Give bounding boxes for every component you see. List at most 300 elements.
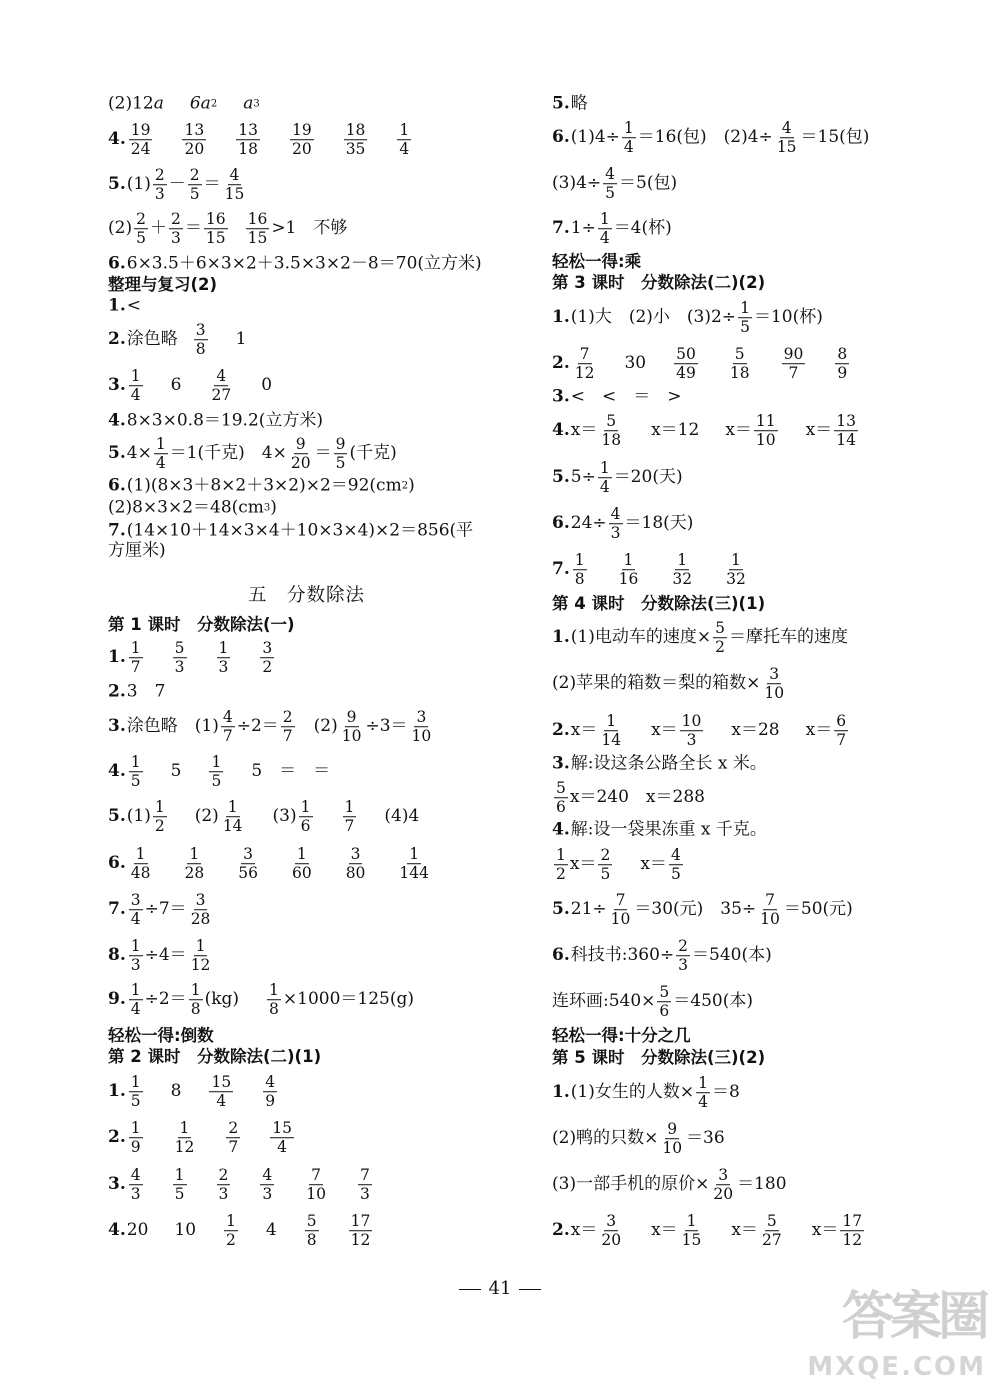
fraction xyxy=(599,1213,623,1249)
lesson-heading: 第 2 课时 分数除法(二)(1) xyxy=(108,1046,322,1066)
numerator: 1 xyxy=(174,1166,185,1185)
denominator: 6 xyxy=(300,817,311,836)
answer-line xyxy=(108,410,324,431)
item-number: 4. xyxy=(108,1220,126,1241)
numerator: 16 xyxy=(205,210,226,229)
numerator: 6 xyxy=(836,712,847,731)
item-number: 9. xyxy=(108,989,126,1010)
item-number: 1. xyxy=(552,307,570,328)
denominator: 2 xyxy=(226,1231,236,1250)
fraction xyxy=(334,436,348,472)
denominator: 4 xyxy=(623,138,634,157)
answer-line xyxy=(108,982,414,1018)
fraction xyxy=(129,892,143,928)
fraction xyxy=(129,846,153,882)
numerator: 17 xyxy=(350,1212,371,1231)
answer-line xyxy=(552,1121,725,1157)
numerator: 13 xyxy=(836,412,856,431)
answer-line xyxy=(108,640,276,676)
numerator: 50 xyxy=(676,345,696,364)
numerator: 3 xyxy=(243,845,254,864)
text: ＝摩托车的速度 xyxy=(728,627,848,648)
text: 涂色略 xyxy=(126,329,178,350)
fraction xyxy=(349,1213,373,1249)
item-number: 2. xyxy=(108,681,126,702)
denominator: 4 xyxy=(155,454,166,473)
text: 解:设一袋果冻重 x 千克。 xyxy=(570,819,767,840)
fraction xyxy=(397,122,411,158)
numerator: 5 xyxy=(556,779,566,798)
denominator: 5 xyxy=(130,1092,141,1111)
text: ＝450(本) xyxy=(673,991,754,1012)
watermark-logo xyxy=(807,1268,992,1388)
numerator: 1 xyxy=(409,845,420,864)
text: ＝20(天) xyxy=(613,467,683,488)
item-number: 5. xyxy=(552,93,570,114)
numerator: 2 xyxy=(282,708,293,727)
item-number: 5. xyxy=(552,899,570,920)
answer-line xyxy=(108,938,214,974)
text: 0 xyxy=(261,375,273,396)
text: 21÷ xyxy=(570,899,607,920)
denominator: 3 xyxy=(686,731,697,750)
denominator: 14 xyxy=(601,731,622,750)
denominator: 7 xyxy=(836,731,847,750)
text: (1) xyxy=(126,806,151,827)
fraction xyxy=(281,709,295,745)
denominator: 4 xyxy=(277,1138,288,1157)
text: ＝50(元) xyxy=(783,899,853,920)
denominator: 3 xyxy=(218,658,229,677)
fraction xyxy=(209,368,233,404)
fraction xyxy=(622,120,636,156)
denominator: 4 xyxy=(130,910,141,929)
fraction xyxy=(217,1167,231,1203)
text: (2) xyxy=(296,716,338,737)
denominator: 12 xyxy=(190,956,211,975)
denominator: 5 xyxy=(600,865,611,884)
numerator: 1 xyxy=(606,712,617,731)
fraction xyxy=(182,846,206,882)
denominator: 28 xyxy=(190,910,211,929)
denominator: 12 xyxy=(842,1231,863,1250)
denominator: 6 xyxy=(659,1002,670,1021)
numerator: 2 xyxy=(170,210,181,229)
text: (3)一部手机的原价× xyxy=(552,1174,710,1195)
fraction xyxy=(182,122,206,158)
fraction xyxy=(263,1074,277,1110)
answer-line xyxy=(552,753,767,774)
lesson-heading: 第 4 课时 分数除法(三)(1) xyxy=(552,593,766,613)
denominator: 12 xyxy=(574,364,595,383)
numerator: 1 xyxy=(130,981,141,1000)
fraction xyxy=(754,413,778,449)
text: (kg) xyxy=(204,989,240,1010)
item-number: 7. xyxy=(108,899,126,920)
text: x＝ xyxy=(725,420,752,441)
fraction xyxy=(236,846,260,882)
text: ÷3＝ xyxy=(365,716,408,737)
fraction xyxy=(209,754,223,790)
answer-line xyxy=(108,497,277,518)
text: (2) xyxy=(194,806,219,827)
text: x＝ xyxy=(570,720,598,741)
dash-right xyxy=(519,1289,541,1290)
numerator: 9 xyxy=(667,1120,678,1139)
fraction xyxy=(289,436,313,472)
item-number: 6. xyxy=(552,513,570,534)
numerator: 3 xyxy=(718,1166,729,1185)
denominator: 2 xyxy=(556,865,566,884)
item-number: 2. xyxy=(552,353,570,374)
denominator: 7 xyxy=(282,727,293,746)
fraction xyxy=(760,1213,784,1249)
denominator: 3 xyxy=(154,185,165,204)
section-heading: 整理与复习(2) xyxy=(108,274,218,294)
numerator: 7 xyxy=(579,345,590,364)
denominator: 6 xyxy=(556,798,566,817)
denominator: 10 xyxy=(610,910,631,929)
denominator: 2 xyxy=(715,638,725,657)
answer-line xyxy=(108,274,218,294)
numerator: 13 xyxy=(238,121,258,140)
text: ＝30(元) 35÷ xyxy=(634,899,757,920)
fraction xyxy=(129,982,143,1018)
fraction xyxy=(711,1167,735,1203)
fraction xyxy=(728,346,752,382)
denominator: 5 xyxy=(189,185,200,204)
denominator: 10 xyxy=(755,431,776,450)
lesson-heading: 第 5 课时 分数除法(三)(2) xyxy=(552,1047,766,1067)
answer-line xyxy=(552,847,685,883)
text: ＝8 xyxy=(711,1082,740,1103)
fraction xyxy=(598,211,612,247)
numerator: 1 xyxy=(130,1119,141,1138)
numerator: 8 xyxy=(837,345,848,364)
text: ＝16(包) (2)4÷ xyxy=(637,127,773,148)
text: a xyxy=(243,93,254,114)
text: 略 xyxy=(570,93,588,114)
fraction xyxy=(267,982,281,1018)
denominator: 18 xyxy=(729,364,750,383)
denominator: 10 xyxy=(411,727,432,746)
exponent: 3 xyxy=(253,98,260,109)
fraction xyxy=(290,122,314,158)
fraction xyxy=(344,846,368,882)
text: x＝ xyxy=(651,1220,678,1241)
numerator: 9 xyxy=(295,435,306,454)
text: ÷4＝ xyxy=(144,945,187,966)
numerator: 17 xyxy=(842,1212,863,1231)
answer-line xyxy=(552,413,860,449)
answer-line xyxy=(108,475,415,496)
fraction xyxy=(221,799,245,835)
denominator: 28 xyxy=(184,864,205,883)
text: 3 7 xyxy=(126,681,166,702)
answer-line xyxy=(552,1213,866,1249)
item-number: 3. xyxy=(108,716,126,737)
fraction xyxy=(840,1213,864,1249)
item-number: 6. xyxy=(552,127,570,148)
answer-line xyxy=(552,666,788,702)
denominator: 32 xyxy=(726,570,746,589)
numerator: 5 xyxy=(766,1212,777,1231)
item-number: 5. xyxy=(108,174,126,195)
fraction xyxy=(554,847,568,883)
text: x＝ xyxy=(651,720,678,741)
text: x＝ xyxy=(570,420,598,441)
fraction xyxy=(676,938,690,974)
fraction xyxy=(738,300,752,336)
fraction xyxy=(657,984,671,1020)
text: (千克) xyxy=(349,443,397,464)
numerator: 13 xyxy=(184,121,205,140)
denominator: 5 xyxy=(740,318,750,337)
denominator: 10 xyxy=(341,727,362,746)
tip-heading: 轻松一得:十分之几 xyxy=(552,1025,691,1045)
fraction xyxy=(609,506,623,542)
numerator: 5 xyxy=(715,619,725,638)
numerator: 1 xyxy=(300,798,311,817)
text: 10 xyxy=(174,1220,197,1241)
text: (2)8×3×2＝48(cm xyxy=(108,497,264,518)
numerator: 4 xyxy=(605,165,616,184)
numerator: 1 xyxy=(269,981,279,1000)
fraction xyxy=(598,460,612,496)
answer-line xyxy=(108,1046,322,1066)
fraction xyxy=(775,120,799,156)
text: x＝ xyxy=(569,854,597,875)
numerator: 7 xyxy=(765,891,775,910)
text: (1) xyxy=(126,174,151,195)
numerator: 2 xyxy=(228,1119,239,1138)
fraction xyxy=(173,640,187,676)
numerator: 7 xyxy=(311,1166,322,1185)
denominator: 12 xyxy=(174,1138,195,1157)
denominator: 8 xyxy=(574,570,585,589)
fraction xyxy=(674,346,698,382)
numerator: 1 xyxy=(135,845,146,864)
answer-line xyxy=(108,540,166,561)
fraction xyxy=(260,1167,274,1203)
fraction xyxy=(129,1120,143,1156)
text: x＝ xyxy=(570,1220,598,1241)
denominator: 4 xyxy=(698,1093,708,1112)
numerator: 1 xyxy=(698,1074,708,1093)
text: ×1000＝125(g) xyxy=(282,989,414,1010)
numerator: 1 xyxy=(731,551,741,570)
fraction xyxy=(194,322,208,358)
item-number: 7. xyxy=(552,559,570,580)
lesson-heading: 第 3 课时 分数除法(二)(2) xyxy=(552,272,766,292)
text: 4× xyxy=(126,443,152,464)
numerator: 7 xyxy=(615,891,626,910)
text: x＝12 xyxy=(651,420,700,441)
fraction xyxy=(209,1074,233,1110)
denominator: 18 xyxy=(238,140,258,159)
item-number: 6. xyxy=(108,475,126,496)
denominator: 7 xyxy=(222,727,233,746)
denominator: 4 xyxy=(130,1000,141,1019)
denominator: 5 xyxy=(174,1185,185,1204)
numerator: 5 xyxy=(306,1212,317,1231)
denominator: 5 xyxy=(130,772,141,791)
chapter-title: 五 分数除法 xyxy=(248,584,366,606)
text: ) xyxy=(408,475,415,496)
text: ＋ xyxy=(149,218,167,239)
text: (1)4÷ xyxy=(570,127,620,148)
fraction xyxy=(260,640,274,676)
fraction xyxy=(129,368,143,404)
item-number: 1. xyxy=(552,1082,570,1103)
item-number: 1. xyxy=(552,627,570,648)
answer-line xyxy=(552,506,693,542)
numerator: 1 xyxy=(190,981,201,1000)
denominator: 9 xyxy=(130,1138,141,1157)
text: >1 不够 xyxy=(271,218,348,239)
numerator: 1 xyxy=(211,753,222,772)
answer-line xyxy=(108,436,397,472)
item-number: 4. xyxy=(552,819,570,840)
fraction xyxy=(680,713,704,749)
lesson-heading: 第 1 课时 分数除法(一) xyxy=(108,614,295,634)
text: 8×3×0.8＝19.2(立方米) xyxy=(126,410,324,431)
text: (1)大 (2)小 (3)2÷ xyxy=(570,307,737,328)
denominator: 4 xyxy=(216,1092,227,1111)
answer-line xyxy=(552,713,850,749)
text: ＝36 xyxy=(686,1128,725,1149)
denominator: 8 xyxy=(195,340,206,359)
denominator: 80 xyxy=(345,864,366,883)
denominator: 4 xyxy=(130,386,141,405)
numerator: 3 xyxy=(195,891,206,910)
numerator: 1 xyxy=(574,551,585,570)
numerator: 2 xyxy=(600,846,611,865)
numerator: 3 xyxy=(262,639,273,658)
denominator: 3 xyxy=(130,956,141,975)
answer-line xyxy=(552,780,705,816)
denominator: 8 xyxy=(190,1000,201,1019)
text: 6×3.5＋6×3×2＋3.5×3×2－8＝70(立方米) xyxy=(126,253,482,274)
denominator: 32 xyxy=(672,570,693,589)
answer-line xyxy=(552,166,677,202)
text: 20 xyxy=(126,1220,149,1241)
text: ＝ xyxy=(314,443,332,464)
numerator: 1 xyxy=(189,845,200,864)
answer-line xyxy=(552,251,642,271)
text: 1 xyxy=(235,329,247,350)
fraction xyxy=(129,938,143,974)
denominator: 7 xyxy=(228,1138,239,1157)
denominator: 7 xyxy=(344,817,355,836)
fraction xyxy=(246,211,270,247)
text: (2)苹果的箱数＝梨的箱数× xyxy=(552,673,761,694)
numerator: 4 xyxy=(610,505,621,524)
watermark-top: 答案圈 xyxy=(841,1287,986,1347)
numerator: 1 xyxy=(599,210,610,229)
denominator: 15 xyxy=(205,229,226,248)
text: 4 xyxy=(265,1220,277,1241)
numerator: 1 xyxy=(623,119,634,138)
fraction xyxy=(680,1213,704,1249)
numerator: 7 xyxy=(359,1166,370,1185)
fraction xyxy=(344,122,368,158)
fraction xyxy=(153,167,167,203)
item-number: 3. xyxy=(108,375,126,396)
answer-line xyxy=(108,614,295,634)
item-number: 7. xyxy=(552,218,570,239)
numerator: 4 xyxy=(262,1166,273,1185)
text: 8 xyxy=(170,1081,182,1102)
fraction xyxy=(660,1121,684,1157)
numerator: 5 xyxy=(659,983,670,1002)
fraction xyxy=(129,640,143,676)
item-number: 4. xyxy=(108,761,126,782)
text: ÷7＝ xyxy=(144,899,187,920)
denominator: 14 xyxy=(222,817,243,836)
numerator: 10 xyxy=(681,712,702,731)
text: 连环画:540× xyxy=(552,991,656,1012)
item-number: 8. xyxy=(108,945,126,966)
text: ＝5(包) xyxy=(619,173,678,194)
fraction xyxy=(834,413,858,449)
fraction xyxy=(835,346,849,382)
numerator: 1 xyxy=(399,121,410,140)
denominator: 2 xyxy=(262,658,273,677)
denominator: 27 xyxy=(762,1231,782,1250)
text: (3) xyxy=(272,806,297,827)
text: x＝240 x＝288 xyxy=(569,787,705,808)
tip-heading: 轻松一得:倒数 xyxy=(108,1025,214,1045)
numerator: 1 xyxy=(155,435,166,454)
denominator: 7 xyxy=(130,658,141,677)
item-number: 1. xyxy=(108,295,126,316)
fraction xyxy=(603,166,617,202)
answer-line xyxy=(108,167,248,203)
denominator: 2 xyxy=(154,817,165,836)
answer-line xyxy=(108,368,272,404)
denominator: 3 xyxy=(610,524,621,543)
answer-line xyxy=(552,984,753,1020)
watermark-bottom: MXQE.COM xyxy=(807,1352,986,1382)
numerator: 2 xyxy=(218,1166,229,1185)
item-number: 1. xyxy=(108,647,126,668)
numerator: 4 xyxy=(222,708,233,727)
numerator: 15 xyxy=(211,1073,232,1092)
answer-line xyxy=(108,799,419,835)
fraction xyxy=(573,346,597,382)
exponent: 3 xyxy=(263,502,271,513)
denominator: 5 xyxy=(136,229,146,248)
answer-line xyxy=(108,892,214,928)
denominator: 3 xyxy=(130,1185,141,1204)
fraction xyxy=(599,413,623,449)
answer-line xyxy=(108,295,141,316)
fraction xyxy=(598,847,612,883)
denominator: 4 xyxy=(599,478,610,497)
numerator: 4 xyxy=(265,1073,276,1092)
item-number: 5. xyxy=(108,806,126,827)
denominator: 4 xyxy=(399,140,410,159)
answer-line xyxy=(552,620,848,656)
fraction xyxy=(669,847,683,883)
text: ＝540(本) xyxy=(692,945,772,966)
denominator: 35 xyxy=(345,140,366,159)
fraction xyxy=(173,1120,197,1156)
numerator: 1 xyxy=(130,753,141,772)
item-number: 2. xyxy=(108,329,126,350)
denominator: 14 xyxy=(836,431,856,450)
